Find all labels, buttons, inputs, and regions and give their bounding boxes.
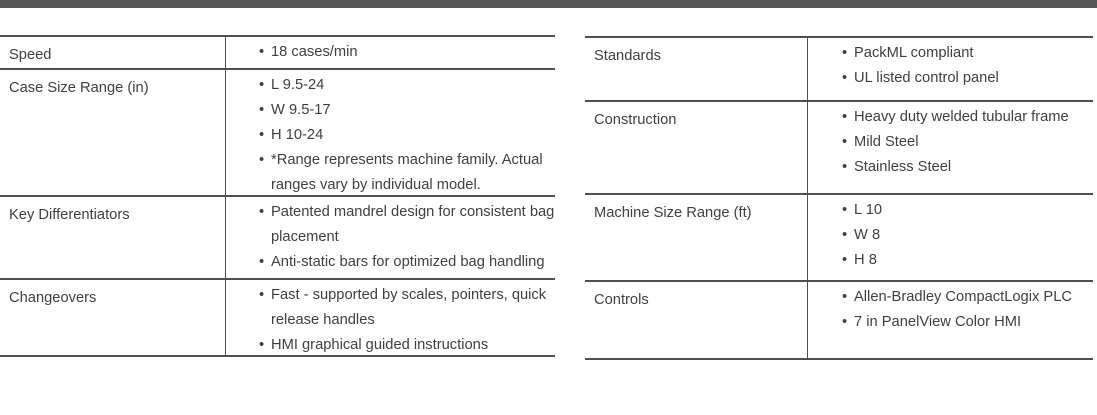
spec-value-item: • Fast - supported by scales, pointers, quick release handles xyxy=(259,283,555,333)
bullet-list xyxy=(259,200,555,275)
spec-row-construction xyxy=(585,102,1093,195)
spec-value-item: • 7 in PanelView Color HMI xyxy=(842,310,1093,335)
bullet-list xyxy=(259,283,555,357)
spec-label: Machine Size Range (ft) xyxy=(585,195,808,280)
spec-label: Controls xyxy=(585,282,808,358)
spec-row-machine-size-range xyxy=(585,195,1093,282)
bullet-list xyxy=(259,40,555,65)
spec-value-item: • UL listed control panel xyxy=(842,66,1093,91)
spec-label: Speed xyxy=(0,37,226,68)
spec-value-item: • 18 cases/min xyxy=(259,40,555,65)
bullet-list xyxy=(842,198,1093,273)
spec-value-item: • Heavy duty welded tubular frame xyxy=(842,105,1093,130)
spec-values xyxy=(226,37,555,68)
spec-value-item: • Stainless Steel xyxy=(842,155,1093,180)
spec-value-item: • W 8 xyxy=(842,223,1093,248)
spec-row-changeovers xyxy=(0,280,555,357)
spec-value-item: • L 10 xyxy=(842,198,1093,223)
bullet-list xyxy=(259,73,555,197)
spec-value-item: • L 9.5-24 xyxy=(259,73,555,98)
bullet-list xyxy=(842,41,1093,91)
spec-value-item: • Allen-Bradley CompactLogix PLC xyxy=(842,285,1093,310)
spec-label: Case Size Range (in) xyxy=(0,70,226,195)
bullet-list xyxy=(842,285,1093,335)
spec-row-controls xyxy=(585,282,1093,360)
spec-label: Construction xyxy=(585,102,808,193)
spec-value-item: • PackML compliant xyxy=(842,41,1093,66)
spec-row-case-size-range xyxy=(0,70,555,197)
spec-row-key-differentiators xyxy=(0,197,555,280)
spec-label: Key Differentiators xyxy=(0,197,226,278)
spec-values xyxy=(808,282,1093,358)
specs-table-left xyxy=(0,35,555,357)
spec-label: Standards xyxy=(585,38,808,100)
spec-values xyxy=(226,70,555,195)
spec-value-item: • H 10-24 xyxy=(259,123,555,148)
specs-table-right xyxy=(585,36,1093,360)
spec-value-item: • Patented mandrel design for consistent bag placement xyxy=(259,200,555,250)
spec-value-item: • HMI graphical guided instructions xyxy=(259,333,555,357)
spec-row-standards xyxy=(585,38,1093,102)
spec-values xyxy=(226,280,555,355)
spec-value-item: • H 8 xyxy=(842,248,1093,273)
top-divider-bar xyxy=(0,0,1097,8)
spec-row-speed xyxy=(0,37,555,70)
spec-value-item: • W 9.5-17 xyxy=(259,98,555,123)
spec-values xyxy=(808,195,1093,280)
spec-values xyxy=(226,197,555,278)
spec-value-item: • Mild Steel xyxy=(842,130,1093,155)
spec-value-item: • Anti-static bars for optimized bag handling xyxy=(259,250,555,275)
spec-values xyxy=(808,38,1093,100)
bullet-list xyxy=(842,105,1093,180)
spec-value-item: • *Range represents machine family. Actual ranges vary by individual model. xyxy=(259,148,555,197)
spec-label: Changeovers xyxy=(0,280,226,355)
spec-values xyxy=(808,102,1093,193)
